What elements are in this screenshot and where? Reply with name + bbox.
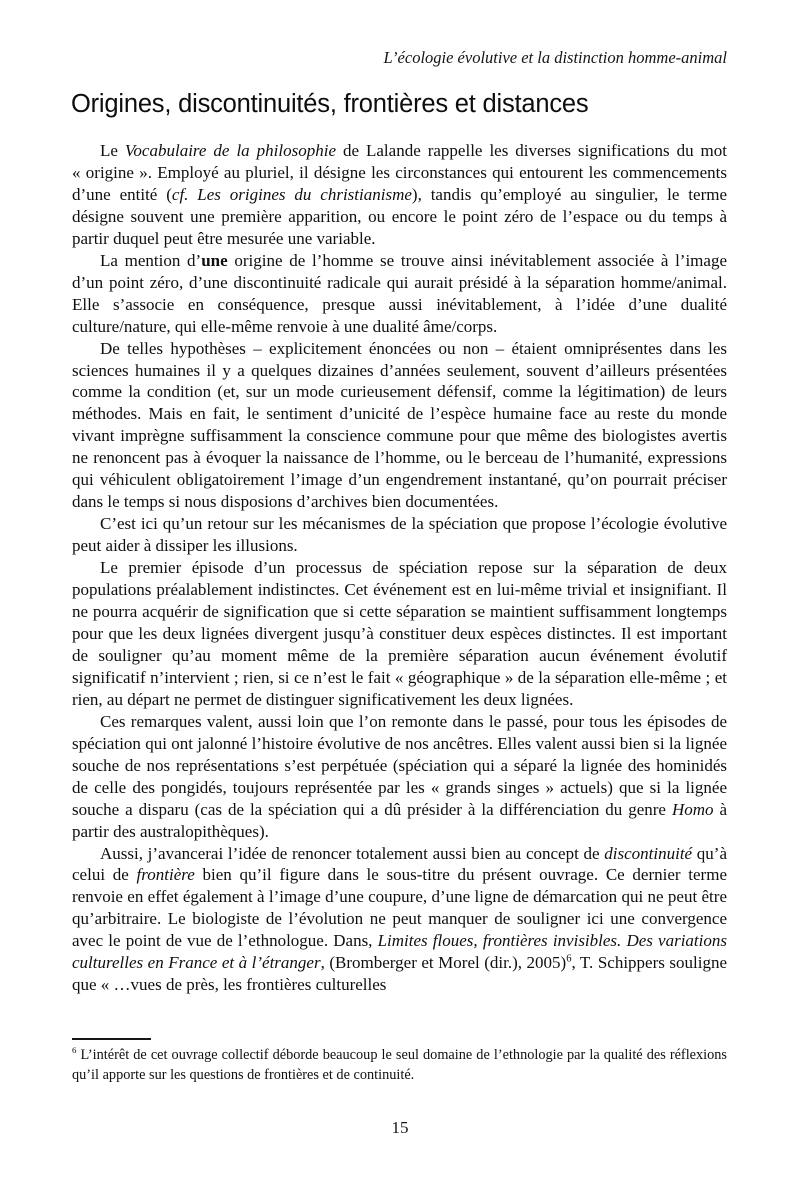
footnote-separator	[72, 1038, 151, 1040]
body-text	[72, 140, 727, 996]
paragraph-6: Ces remarques valent, aussi loin que l’on remonte dans le passé, pour tous les épisodes de spéciation qui ont jalonné l’histoire évolutive de nos ancêtres. Elles valent aussi bien si la lignée souche de nos représentations s’est perpétuée (spéciation qui a séparé la lignée des hominidés de celle des pongidés, toujours représentée par les « grands singes » actuels) que si la lignée souche a disparu (cas de la spéciation qui a dû présider à la différenciation du genre Homo à partir des australopithèques).	[72, 711, 727, 841]
paragraph-4: C’est ici qu’un retour sur les mécanismes de la spéciation que propose l’écologie évolutive peut aider à dissiper les illusions.	[72, 514, 727, 556]
paragraph-3: De telles hypothèses – explicitement énoncées ou non – étaient omniprésentes dans les sciences humaines il y a quelques dizaines d’années seulement, souvent d’ailleurs présentées comme la condition (et, sur un mode curieusement défensif, comme la légitimation) de leurs méthodes. Mais en fait, le sentiment d’unicité de l’espèce humaine face au reste du monde vivant imprègne suffisamment la conscience commune pour que même des biologistes avertis ne renoncent pas à évoquer la naissance de l’homme, ou le berceau de l’humanité, expressions qui véhiculent obligatoirement l’image d’un engendrement instantané, qu’on pourrait préciser dans le temps si nous disposions d’archives bien documentées.	[72, 338, 727, 512]
paragraph-1: Le Vocabulaire de la philosophie de Lalande rappelle les diverses significations du mot « origine ». Employé au pluriel, il désigne les circonstances qui entourent les commencements d’une entité (cf. Les origines du christianisme), tandis qu’employé au singulier, le terme désigne souvent une première apparition, ou encore le point zéro de l’espace ou du temps à partir duquel peut être mesurée une variable.	[72, 141, 727, 248]
paragraph-7: Aussi, j’avancerai l’idée de renoncer totalement aussi bien au concept de discontinuité qu’à celui de frontière bien qu’il figure dans le sous-titre du présent ouvrage. Ce dernier terme renvoie en effet également à l’image d’une coupure, d’une ligne de démarcation qui ne peut être qu’arbitraire. Le biologiste de l’évolution ne peut manquer de souligner ici une convergence avec le point de vue de l’ethnologue. Dans, Limites floues, frontières invisibles. Des variations culturelles en France et à l’étranger, (Bromberger et Morel (dir.), 2005)$^6$, T. Schippers souligne que « …vues de près, les frontières culturelles	[72, 843, 728, 995]
running-header: L’écologie évolutive et la distinction homme-animal	[383, 48, 727, 67]
footnote: $^6$ L’intérêt de cet ouvrage collectif déborde beaucoup le seul domaine de l’ethnologie par la qualité des réflexions qu’il apporte sur les questions de frontières et de continuité.	[72, 1045, 727, 1083]
paragraph-5: Le premier épisode d’un processus de spéciation repose sur la séparation de deux populations préalablement indistinctes. Cet événement est en lui-même trivial et insignifiant. Il ne pourra acquérir de signification que si cette séparation se maintient suffisamment longtemps pour que les deux lignées divergent jusqu’à constituer deux espèces distinctes. Il est important de souligner qu’au moment même de la première séparation aucun événement évolutif significatif n’intervient ; rien, si ce n’est le fait « géographique » de la séparation elle-même ; et rien, au départ ne permet de distinguer significativement les deux lignées.	[72, 558, 727, 709]
chapter-title: Origines, discontinuités, frontières et distances	[71, 90, 589, 118]
page-number: 15	[391, 1118, 409, 1137]
paragraph-2: La mention d’une origine de l’homme se trouve ainsi inévitablement associée à l’image d’un point zéro, d’une discontinuité radicale qui aurait présidé à la séparation homme/animal. Elle s’associe en conséquence, presque aussi inévitablement, à l’idée d’une dualité culture/nature, qui elle-même renvoie à une dualité âme/corps.	[72, 250, 727, 336]
